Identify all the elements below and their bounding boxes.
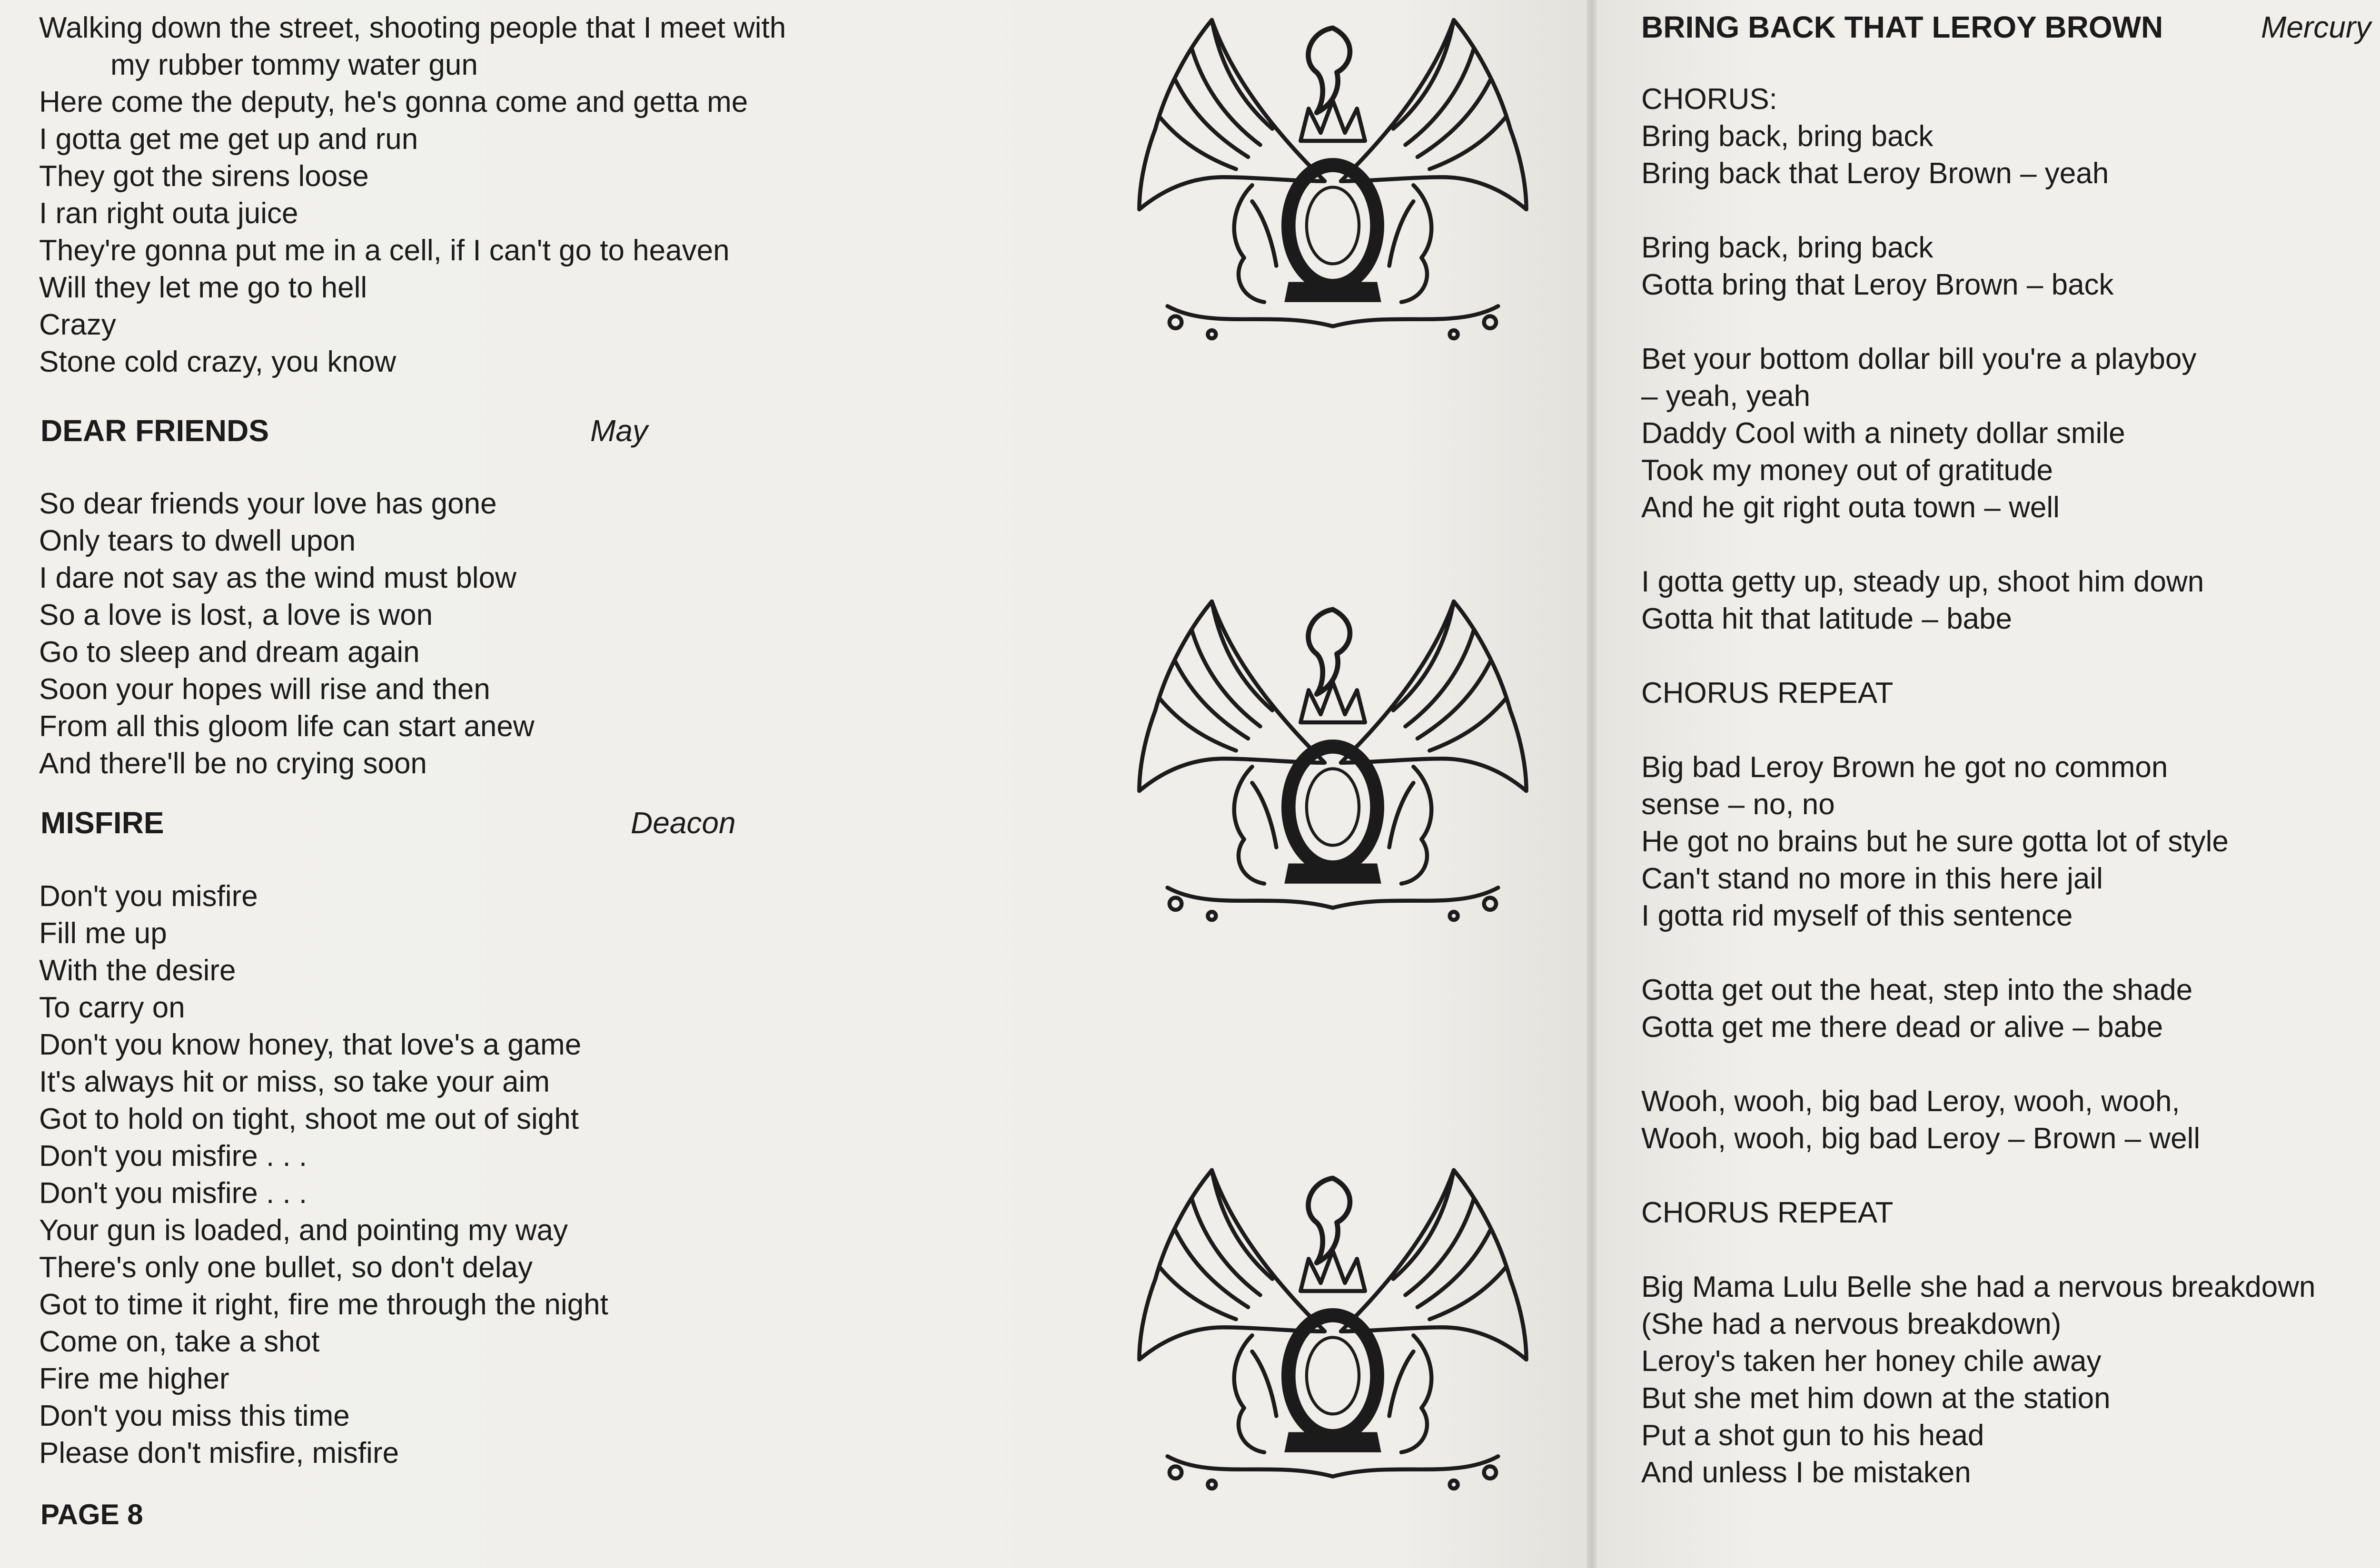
queen-crest-icon — [1128, 585, 1537, 928]
lyric-line: But she met him down at the station — [1641, 1382, 2111, 1415]
lyric-line: (She had a nervous breakdown) — [1641, 1308, 2062, 1341]
lyric-line: I ran right outa juice — [39, 197, 298, 230]
song-title-misfire: MISFIRE — [40, 806, 164, 840]
lyric-line: Only tears to dwell upon — [39, 524, 356, 557]
lyric-line: CHORUS REPEAT — [1641, 677, 1894, 710]
lyric-line: Big Mama Lulu Belle she had a nervous breakdown — [1641, 1271, 2316, 1303]
lyric-line: So a love is lost, a love is won — [39, 599, 433, 631]
lyric-line: Fill me up — [39, 917, 167, 950]
lyric-line: I gotta get me get up and run — [39, 123, 418, 156]
lyric-line: From all this gloom life can start anew — [39, 710, 535, 743]
song-title-dear-friends: DEAR FRIENDS — [40, 414, 269, 448]
lyric-line: Wooh, wooh, big bad Leroy – Brown – well — [1641, 1122, 2201, 1155]
lyric-line: Big bad Leroy Brown he got no common — [1641, 751, 2168, 784]
lyric-line: And he git right outa town – well — [1641, 491, 2060, 524]
queen-crest-icon — [1128, 1154, 1537, 1497]
lyric-line: my rubber tommy water gun — [110, 49, 478, 81]
page-9 — [1597, 0, 2380, 1568]
lyric-line: Leroy's taken her honey chile away — [1641, 1345, 2102, 1378]
lyric-line: With the desire — [39, 954, 236, 987]
lyric-line: Gotta bring that Leroy Brown – back — [1641, 268, 2114, 301]
lyric-line: Bet your bottom dollar bill you're a playboy — [1641, 343, 2197, 375]
lyric-line: He got no brains but he sure gotta lot of style — [1641, 825, 2229, 858]
lyric-line: Put a shot gun to his head — [1641, 1419, 1984, 1452]
lyric-line: Got to hold on tight, shoot me out of sight — [39, 1103, 579, 1135]
lyric-line: Soon your hopes will rise and then — [39, 673, 490, 706]
lyric-line: I gotta getty up, steady up, shoot him down — [1641, 565, 2204, 598]
lyric-line: They got the sirens loose — [39, 160, 369, 193]
song-author-deacon: Deacon — [631, 806, 736, 840]
lyric-line: Took my money out of gratitude — [1641, 454, 2053, 487]
lyric-line: Don't you miss this time — [39, 1400, 350, 1432]
leroy-brown-lyrics-col1 — [1641, 81, 2316, 1491]
lyric-line: Don't you misfire . . . — [39, 1140, 307, 1173]
lyric-line: To carry on — [39, 991, 185, 1024]
lyric-line: Don't you misfire . . . — [39, 1177, 307, 1210]
lyric-line: Gotta get me there dead or alive – babe — [1641, 1011, 2163, 1044]
lyric-line: Got to time it right, fire me through the night — [39, 1288, 608, 1321]
lyric-line: It's always hit or miss, so take your aim — [39, 1065, 550, 1098]
lyric-line: Will they let me go to hell — [39, 271, 367, 304]
dear-friends-lyrics — [39, 485, 535, 782]
stone-cold-crazy-lyrics — [39, 10, 786, 381]
lyric-line: I gotta rid myself of this sentence — [1641, 899, 2073, 932]
lyric-line: – yeah, yeah — [1641, 380, 1811, 413]
song-author-may: May — [590, 414, 648, 448]
lyric-line: Go to sleep and dream again — [39, 636, 420, 669]
lyric-line: Come on, take a shot — [39, 1325, 320, 1358]
lyric-line: Gotta hit that latitude – babe — [1641, 602, 2012, 635]
lyric-line: Bring back, bring back — [1641, 120, 1934, 153]
lyric-line: I dare not say as the wind must blow — [39, 562, 516, 594]
lyric-line: Can't stand no more in this here jail — [1641, 862, 2103, 895]
lyric-line: CHORUS REPEAT — [1641, 1196, 1894, 1229]
lyric-line: Don't you misfire — [39, 880, 258, 913]
lyric-line: Stone cold crazy, you know — [39, 345, 397, 378]
lyric-line: Wooh, wooh, big bad Leroy, wooh, wooh, — [1641, 1085, 2180, 1118]
lyric-line: Walking down the street, shooting people that I meet with — [39, 11, 786, 44]
song-title-leroy-brown: BRING BACK THAT LEROY BROWN — [1641, 10, 2163, 44]
lyric-line: CHORUS: — [1641, 83, 1777, 116]
lyric-line: sense – no, no — [1641, 788, 1835, 821]
lyric-line: Here come the deputy, he's gonna come and getta me — [39, 86, 748, 118]
lyric-line: Please don't misfire, misfire — [39, 1437, 399, 1469]
lyric-line: And unless I be mistaken — [1641, 1456, 1971, 1489]
misfire-lyrics — [39, 878, 608, 1472]
lyric-line: Fire me higher — [39, 1362, 229, 1395]
lyric-line: And there'll be no crying soon — [39, 747, 427, 780]
lyric-line: Bring back that Leroy Brown – yeah — [1641, 157, 2109, 190]
queen-crest-icon — [1128, 4, 1537, 346]
lyric-line: Don't you know honey, that love's a game — [39, 1028, 582, 1061]
lyric-line: Crazy — [39, 308, 116, 341]
lyric-line: There's only one bullet, so don't delay — [39, 1251, 533, 1284]
lyric-line: Daddy Cool with a ninety dollar smile — [1641, 417, 2125, 450]
lyric-line: So dear friends your love has gone — [39, 487, 497, 520]
song-author-mercury: Mercury — [2261, 10, 2371, 44]
lyric-line: Your gun is loaded, and pointing my way — [39, 1214, 568, 1247]
page-number: PAGE 8 — [40, 1499, 143, 1530]
lyric-line: They're gonna put me in a cell, if I can't go to heaven — [39, 234, 730, 267]
lyric-line: Gotta get out the heat, step into the shade — [1641, 974, 2193, 1006]
lyric-line: Bring back, bring back — [1641, 231, 1934, 264]
